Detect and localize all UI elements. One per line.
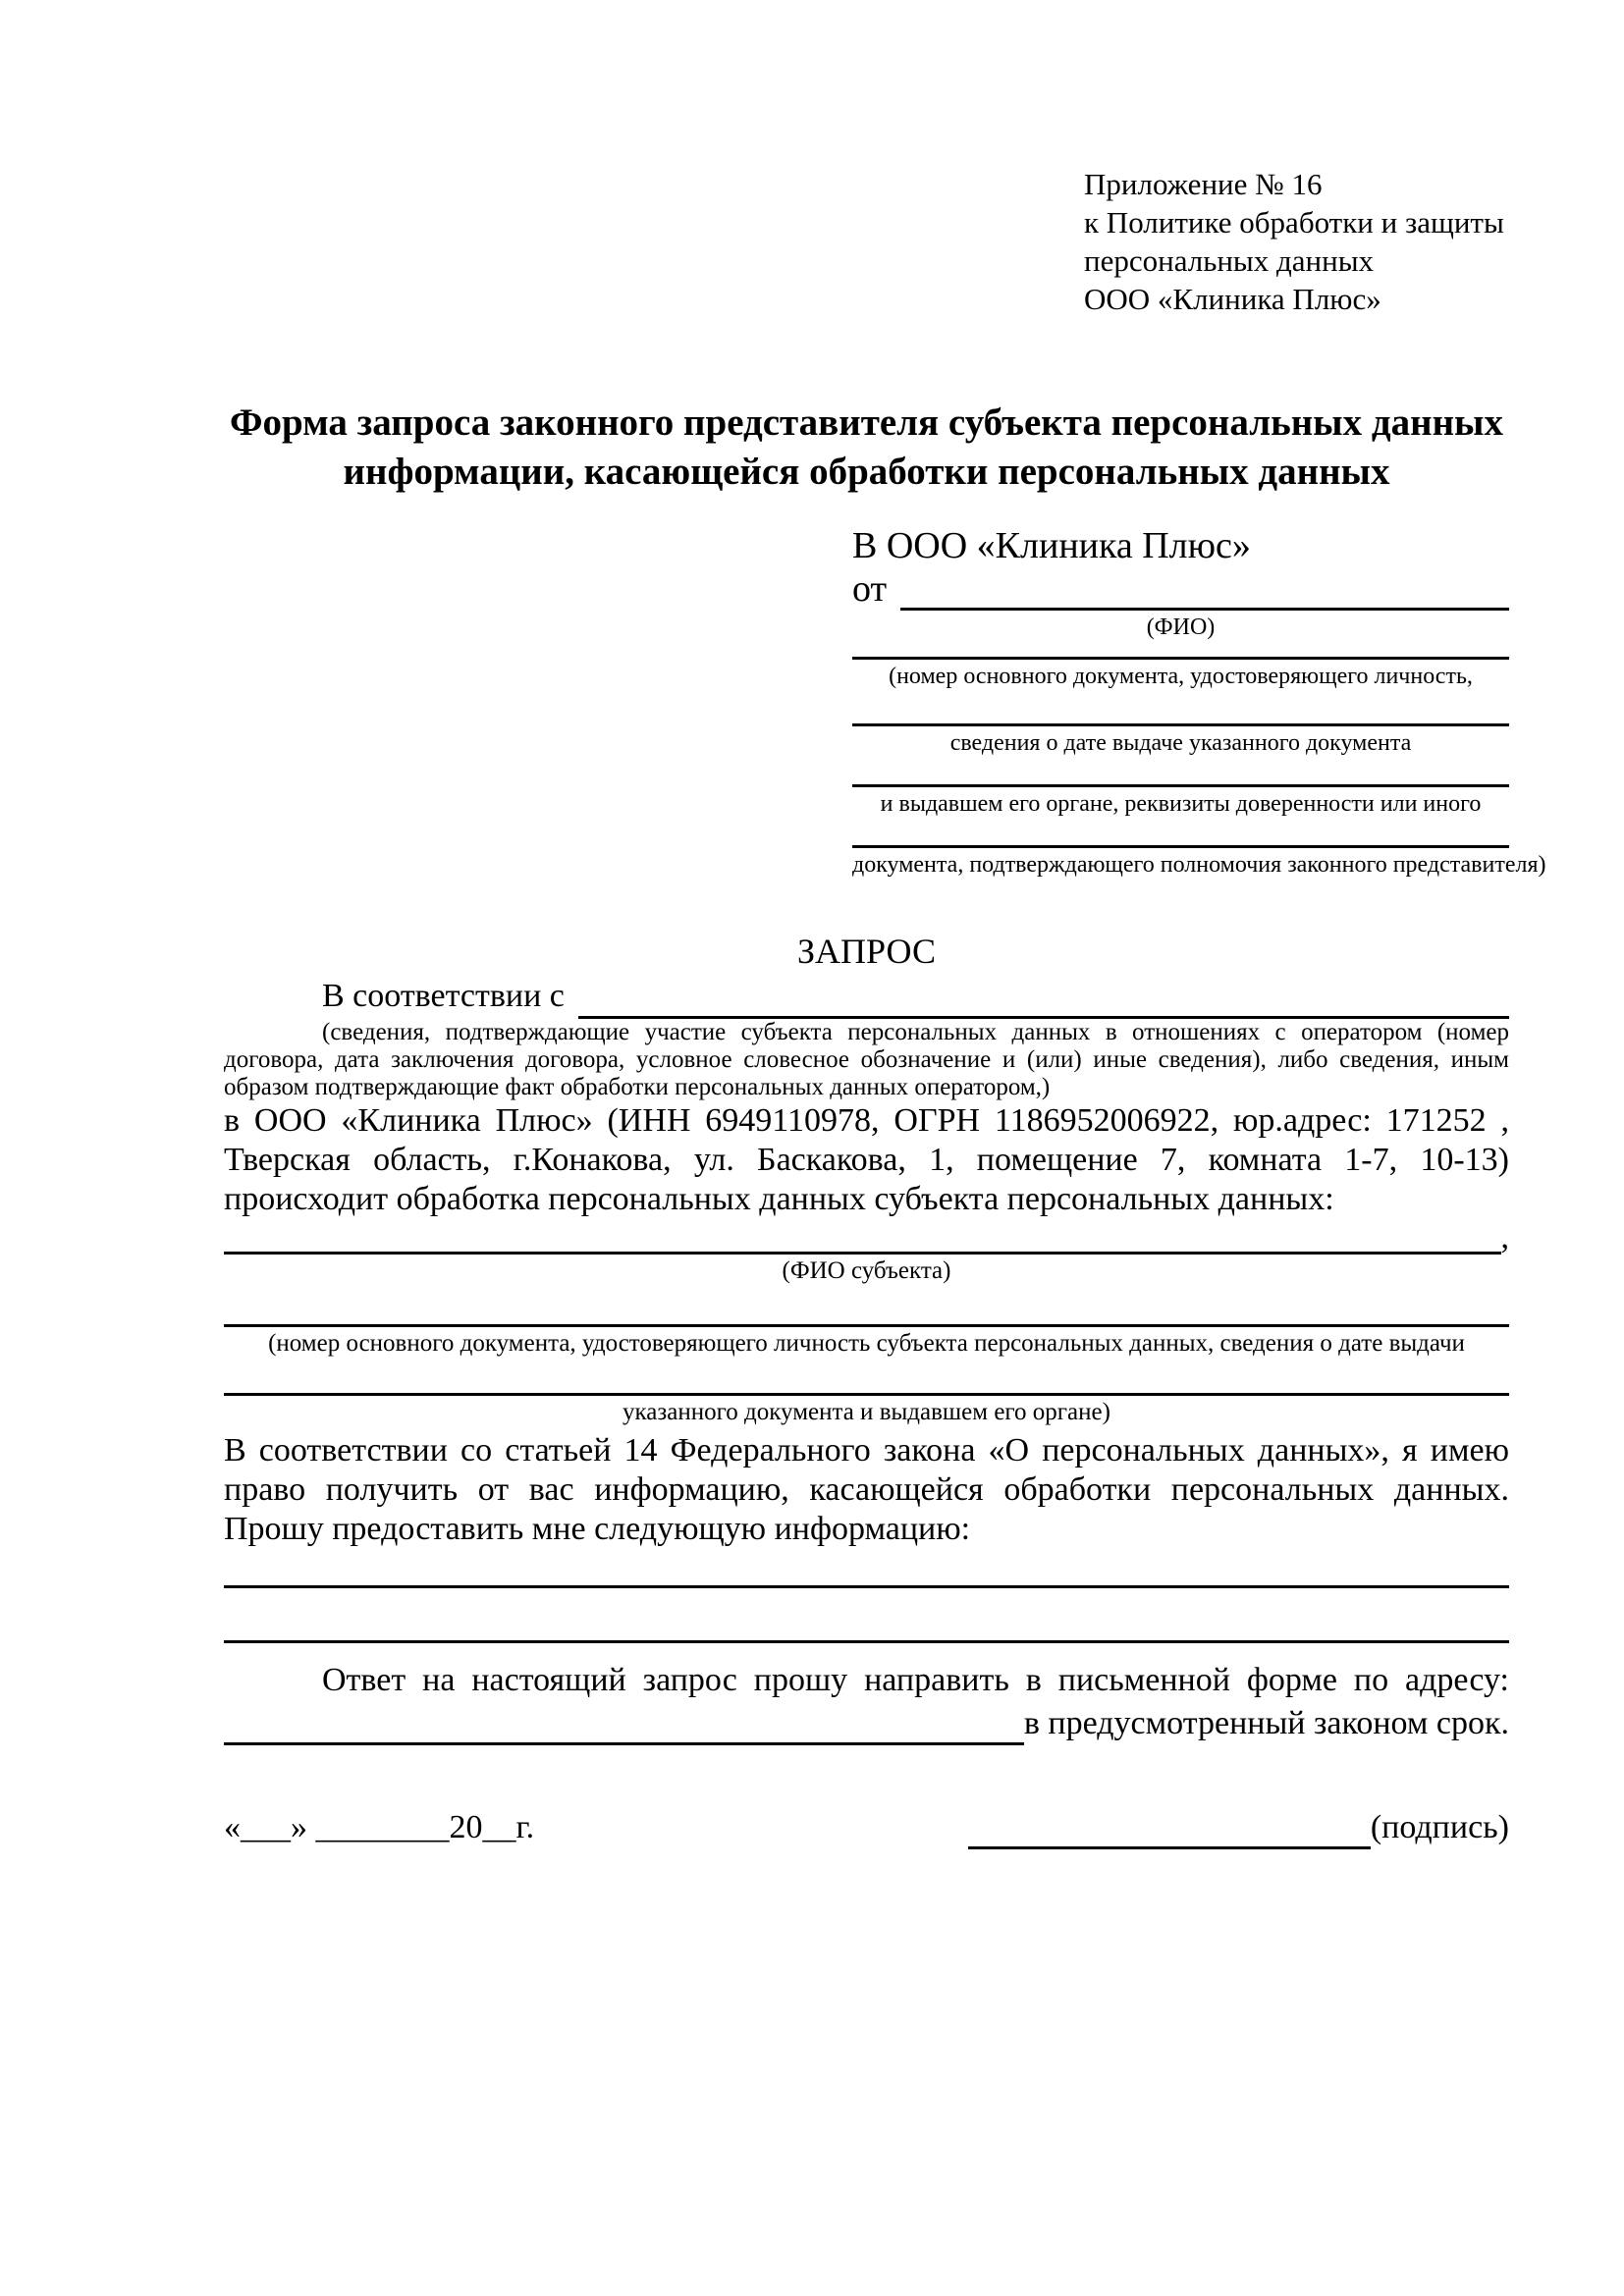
from-label: от <box>852 568 888 610</box>
subject-fio-caption: (ФИО субъекта) <box>782 1257 951 1284</box>
signature-group <box>968 1806 1509 1849</box>
document-title-line: Форма запроса законного представителя субъекта персональных данных <box>229 401 1504 444</box>
document-content <box>224 0 1546 1849</box>
operator-paragraph: в ООО «Клиника Плюс» (ИНН 6949110978, ОГРН 1186952006922, юр.адрес: 171252 , Тверская область, г.Конакова, ул. Баскакова, 1, помещение 7, комната 1-7, 10-13) происходит обработка персональных данных субъекта персональных данных: <box>224 1102 1509 1217</box>
law-paragraph: В соответствии со статьей 14 Федерального закона «О персональных данных», я имею право получить от вас информацию, касающейся обработки персональных данных. Прошу предоставить мне следующую информацию: <box>224 1432 1509 1547</box>
blank-caption: и выдавшем его органе, реквизиты доверенности или иного <box>880 791 1482 817</box>
information-blank-line <box>224 1588 1509 1643</box>
request-heading: ЗАПРОС <box>797 932 936 971</box>
subject-fio-row <box>224 1219 1509 1255</box>
subject-document-caption: (номер основного документа, удостоверяющего личность субъекта персональных данных, сведения о дате выдачи <box>268 1330 1465 1357</box>
blank-caption: документа, подтверждающего полномочия законного представителя) <box>852 852 1546 878</box>
intro-label: В соответствии с <box>322 978 565 1014</box>
signature-blank-line <box>968 1810 1371 1849</box>
subject-authority-caption: указанного документа и выдавшем его органе) <box>623 1399 1110 1425</box>
addressee-block <box>852 524 1546 880</box>
issuing-authority-blank-line <box>852 758 1509 787</box>
document-title <box>224 399 1509 497</box>
reply-paragraph: Ответ на настоящий запрос прошу направить в письменной форме по адресу: <box>322 1662 1509 1698</box>
authority-document-blank-line <box>852 819 1509 848</box>
blank-caption: (номер основного документа, удостоверяющего личность, <box>889 664 1473 689</box>
date-blank: «___» ________20__г. <box>224 1809 535 1845</box>
subject-document-blank-line <box>224 1286 1509 1327</box>
fio-blank-line <box>900 608 1509 611</box>
document-number-blank-line <box>852 642 1509 660</box>
reply-address-blank-line <box>224 1742 1024 1745</box>
intro-row <box>224 974 1509 1019</box>
reply-suffix: в предусмотренный законом срок. <box>1023 1705 1509 1741</box>
issue-date-blank-line <box>852 691 1509 726</box>
appendix-line: персональных данных <box>1084 243 1375 278</box>
appendix-line: Приложение № 16 <box>1084 167 1323 201</box>
fio-caption: (ФИО) <box>1146 614 1216 640</box>
addressee-to: В ООО «Клиника Плюс» <box>852 525 1251 566</box>
subject-authority-blank-line <box>224 1359 1509 1396</box>
information-blank-line <box>224 1549 1509 1588</box>
appendix-line: ООО «Клиника Плюс» <box>1084 282 1381 316</box>
subject-fio-blank-line <box>224 1252 1501 1255</box>
appendix-line: к Политике обработки и защиты <box>1084 205 1504 240</box>
reply-address-row <box>224 1702 1509 1745</box>
intro-caption: (сведения, подтверждающие участие субъекта персональных данных в отношениях с оператором (номер договора, дата заключения договора, условное словесное обозначение и (или) иные сведения), либо сведения, иным образом подтверждающие факт обработки персональных данных оператором,) <box>224 1019 1509 1100</box>
addressee-from-row <box>852 567 1509 611</box>
footer-row <box>224 1806 1509 1849</box>
blank-caption: сведения о дате выдаче указанного документа <box>949 730 1412 756</box>
signature-caption: (подпись) <box>1370 1809 1509 1845</box>
appendix-note <box>1084 165 1509 318</box>
subject-comma: , <box>1500 1219 1509 1255</box>
document-title-line: информации, касающейся обработки персональных данных <box>343 451 1390 493</box>
